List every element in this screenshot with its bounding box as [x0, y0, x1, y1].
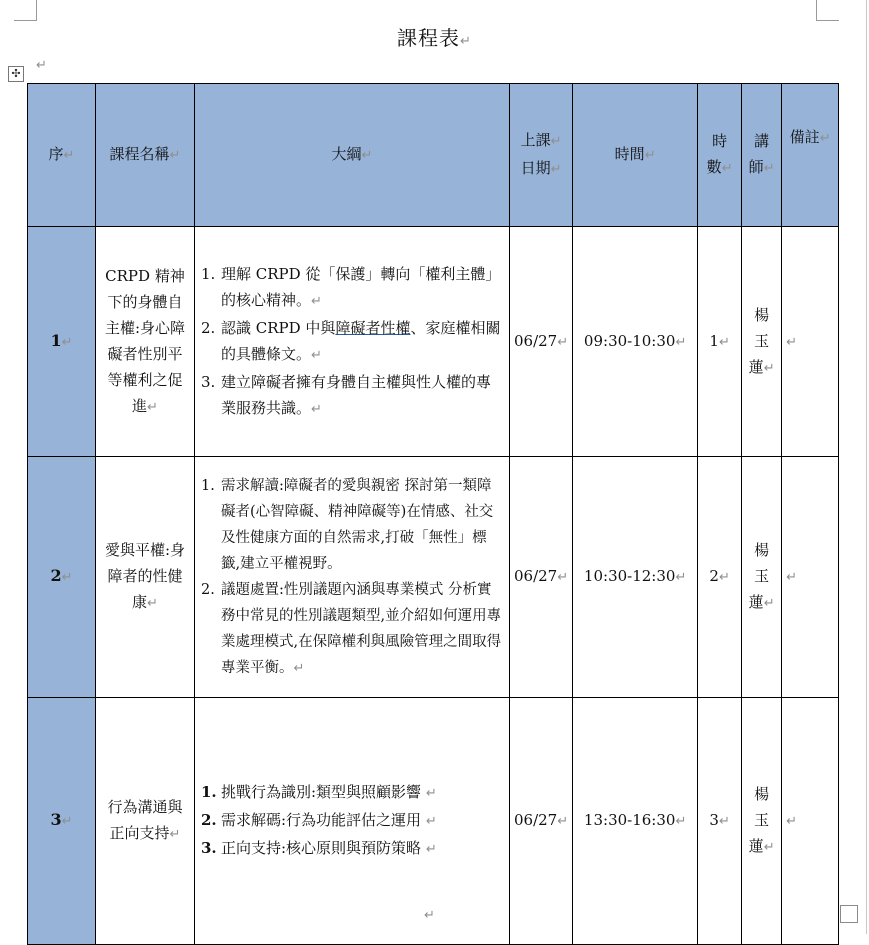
cell-mark-icon: ↵ — [718, 570, 730, 585]
cell-mark-icon: ↵ — [763, 840, 775, 855]
paragraph-mark-icon: ↵ — [293, 660, 305, 676]
outline-item — [199, 369, 503, 423]
header-date — [510, 84, 573, 227]
outline-item-underlined-text: 障礙者性權 — [335, 318, 411, 337]
cell-mark-icon: ↵ — [557, 334, 569, 350]
time-value: 09:30-10:30 — [583, 331, 676, 350]
paragraph-mark-icon: ↵ — [311, 401, 322, 417]
teacher-cell — [742, 227, 782, 457]
outline-item-text: 挑戰行為識別:類型與照顧影響 — [221, 783, 422, 801]
course-name-cell — [96, 457, 195, 698]
outline-item-number: 3. — [201, 372, 216, 391]
teacher-name-char: 楊 — [754, 305, 770, 324]
header-hours — [698, 84, 742, 227]
header-outline — [195, 84, 510, 227]
hours-cell — [698, 227, 742, 457]
outline-item — [199, 473, 503, 577]
header-outline-label: 大綱 — [331, 145, 362, 163]
outline-item-number: 1. — [201, 783, 217, 801]
cell-mark-icon: ↵ — [550, 162, 562, 177]
header-teacher-label-2: 師 — [748, 158, 764, 176]
notes-cell — [782, 227, 839, 457]
cell-mark-icon: ↵ — [718, 814, 730, 829]
header-row — [28, 84, 839, 227]
cell-mark-icon: ↵ — [763, 596, 775, 611]
seq-number: 3 — [50, 810, 62, 829]
cell-mark-icon: ↵ — [786, 334, 798, 350]
cell-mark-icon: ↵ — [718, 334, 730, 350]
cell-mark-icon: ↵ — [61, 334, 73, 350]
seq-cell — [28, 227, 96, 457]
date-cell — [510, 227, 573, 457]
hours-value: 1 — [709, 331, 719, 350]
time-value: 13:30-16:30 — [583, 811, 676, 829]
page-edge — [866, 0, 867, 934]
paragraph-mark-icon: ↵ — [425, 786, 437, 801]
header-teacher — [742, 84, 782, 227]
outline-item-number: 3. — [201, 839, 217, 857]
date-value: 06/27 — [514, 811, 558, 829]
cell-mark-icon: ↵ — [557, 814, 569, 829]
page-corner-top-left — [14, 0, 37, 21]
outline-cell — [195, 698, 510, 945]
paragraph-mark-icon: ↵ — [425, 842, 437, 857]
date-cell — [510, 698, 573, 945]
outline-item-text: 正向支持:核心原則與預防策略 — [221, 839, 422, 857]
notes-cell — [782, 457, 839, 698]
outline-item — [199, 315, 503, 369]
hours-cell — [698, 457, 742, 698]
header-course-name-label: 課程名稱 — [109, 145, 170, 163]
cell-mark-icon: ↵ — [721, 161, 733, 176]
header-date-label-2: 日期 — [520, 159, 551, 177]
cell-mark-icon: ↵ — [675, 814, 687, 829]
paragraph-mark-icon: ↵ — [36, 58, 47, 73]
cell-mark-icon: ↵ — [786, 570, 798, 585]
date-cell — [510, 457, 573, 698]
outline-cell — [195, 227, 510, 457]
course-name: 行為溝通與正向支持 — [107, 798, 183, 842]
date-value: 06/27 — [514, 567, 558, 585]
outline-item-text: 、家庭權相關的具體條文。 — [221, 318, 501, 363]
cell-mark-icon: ↵ — [675, 570, 687, 585]
cell-mark-icon: ↵ — [557, 570, 569, 585]
cell-mark-icon: ↵ — [675, 334, 687, 350]
teacher-name-char: 楊 — [754, 785, 770, 803]
table-row — [28, 227, 839, 457]
cell-mark-icon: ↵ — [819, 131, 831, 146]
header-notes — [782, 84, 839, 227]
cell-mark-icon: ↵ — [147, 399, 158, 415]
outline-item-number: 1. — [201, 477, 215, 494]
document-title — [0, 22, 869, 51]
cell-mark-icon: ↵ — [361, 148, 373, 163]
outline-item-text: 理解 CRPD 從「保護」轉向「權利主體」的核心精神。 — [221, 264, 501, 309]
teacher-name-char: 楊 — [754, 541, 770, 559]
time-value: 10:30-12:30 — [583, 567, 676, 585]
hours-value: 3 — [709, 811, 719, 829]
outline-item-text: 建立障礙者擁有身體自主權與性人權的專業服務共識。 — [221, 372, 492, 417]
outline-item — [199, 261, 503, 315]
cell-mark-icon: ↵ — [61, 570, 73, 585]
paragraph-mark-icon: ↵ — [424, 908, 435, 923]
outline-item — [199, 807, 503, 835]
header-date-label-1: 上課 — [520, 131, 551, 149]
table-resize-handle-icon[interactable] — [840, 905, 858, 923]
header-seq-label: 序 — [48, 145, 64, 163]
outline-item-text: 認識 CRPD 中與 — [221, 318, 336, 337]
hours-cell — [698, 698, 742, 945]
header-time-label: 時間 — [614, 145, 645, 163]
teacher-name-char: 玉 — [754, 331, 770, 350]
outline-cell — [195, 457, 510, 698]
paragraph-mark-icon: ↵ — [311, 293, 322, 309]
course-name: 愛與平權:身障者的性健康 — [104, 541, 186, 611]
teacher-cell — [742, 698, 782, 945]
cell-mark-icon: ↵ — [550, 134, 562, 149]
cell-mark-icon: ↵ — [147, 596, 158, 611]
paragraph-mark-icon: ↵ — [460, 34, 472, 49]
course-name-cell — [96, 698, 195, 945]
teacher-name-char: 玉 — [754, 811, 770, 829]
header-time — [573, 84, 698, 227]
outline-item — [199, 577, 503, 682]
title-text: 課程表 — [397, 26, 461, 50]
seq-number: 1 — [50, 330, 62, 350]
cell-mark-icon: ↵ — [644, 148, 656, 163]
outline-item-number: 2. — [201, 318, 216, 337]
cell-mark-icon: ↵ — [763, 360, 775, 376]
cell-mark-icon: ↵ — [786, 814, 798, 829]
notes-cell — [782, 698, 839, 945]
cell-mark-icon: ↵ — [63, 148, 75, 163]
course-name-cell — [96, 227, 195, 457]
header-hours-label-2: 數 — [706, 158, 722, 176]
course-table — [27, 83, 839, 945]
paragraph-mark-icon: ↵ — [425, 814, 437, 829]
time-cell — [573, 698, 698, 945]
outline-item-text: 議題處置:性別議題內涵與專業模式 分析實務中常見的性別議題類型,並介紹如何運用專業處理模式,在保障權利與風險管理之間取得專業平衡。 — [221, 581, 502, 676]
page-corner-top-right — [816, 0, 839, 21]
cell-mark-icon: ↵ — [61, 814, 73, 829]
course-name: CRPD 精神下的身體自主權:身心障礙者性別平等權利之促進 — [104, 266, 186, 415]
time-cell — [573, 227, 698, 457]
header-notes-label: 備註 — [789, 128, 820, 146]
outline-item-text: 需求解碼:行為功能評估之運用 — [221, 811, 422, 829]
time-cell — [573, 457, 698, 698]
cell-mark-icon: ↵ — [763, 161, 775, 176]
header-seq — [28, 84, 96, 227]
table-move-handle-icon[interactable]: ✣ — [8, 66, 24, 82]
teacher-name-char: 蓮 — [748, 593, 764, 611]
outline-item-number: 1. — [201, 264, 216, 283]
teacher-name-char: 蓮 — [748, 837, 764, 855]
seq-number: 2 — [50, 566, 62, 585]
outline-list — [199, 473, 503, 682]
header-teacher-label-1: 講 — [754, 132, 770, 150]
paragraph-mark-icon: ↵ — [311, 347, 322, 363]
teacher-name-char: 蓮 — [748, 357, 764, 376]
hours-value: 2 — [709, 567, 719, 585]
outline-item — [199, 779, 503, 807]
teacher-name-char: 玉 — [754, 567, 770, 585]
outline-item — [199, 835, 503, 863]
header-course-name — [96, 84, 195, 227]
outline-item-text: 需求解讀:障礙者的愛與親密 探討第一類障礙者(心智障礙、精神障礙等)在情感、社交及性健康方面的自然需求,打破「無性」標籤,建立平權視野。 — [221, 477, 494, 572]
outline-item-number: 2. — [201, 811, 217, 829]
seq-cell — [28, 698, 96, 945]
seq-cell — [28, 457, 96, 698]
header-hours-label-1: 時 — [712, 132, 728, 150]
outline-list — [199, 779, 503, 863]
date-value: 06/27 — [514, 331, 558, 350]
cell-mark-icon: ↵ — [169, 827, 181, 842]
outline-list — [199, 261, 503, 423]
cell-mark-icon: ↵ — [169, 148, 181, 163]
outline-item-number: 2. — [201, 581, 215, 598]
teacher-cell — [742, 457, 782, 698]
table-row — [28, 457, 839, 698]
